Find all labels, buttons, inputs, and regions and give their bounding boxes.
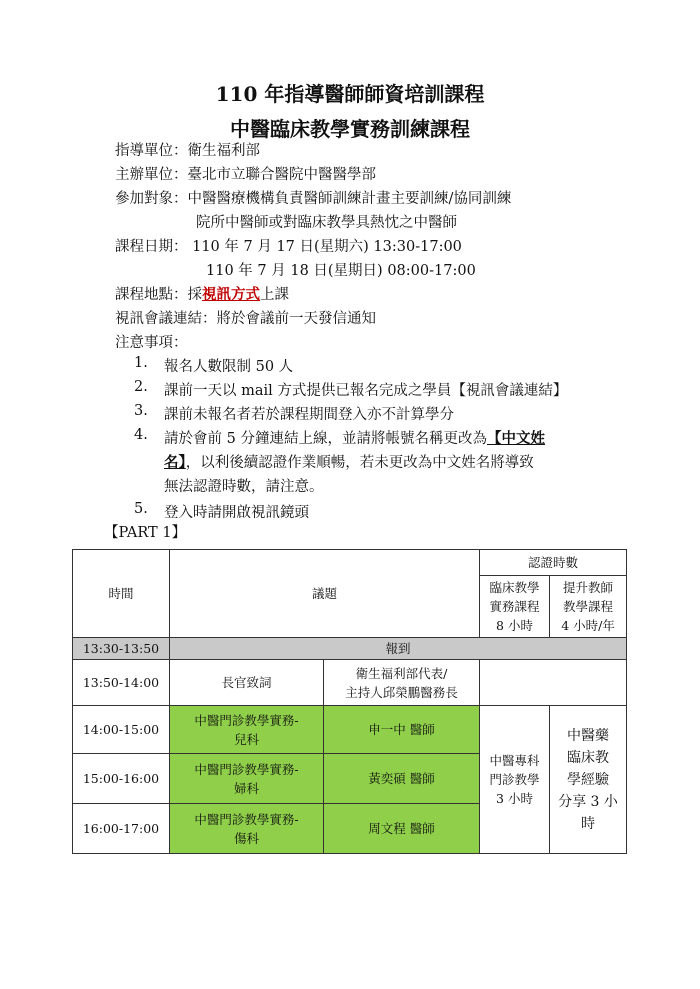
supervisor-line: 指導單位：衛生福利部 (115, 143, 260, 159)
row-speaker: 黃奕碩 醫師 (324, 754, 480, 804)
participants-line-2: 院所中醫師或對臨床教學具熱忱之中醫師 (196, 215, 457, 231)
participants-line-1: 參加對象：中醫醫療機構負責醫師訓練計畫主要訓練/協同訓練 (115, 191, 512, 207)
row-time: 13:30-13:50 (73, 638, 170, 660)
note-highlight-b: 名】 (164, 454, 186, 471)
table-row (73, 638, 627, 660)
header-clinical: 臨床教學 實務課程 8 小時 (480, 576, 550, 638)
schedule-table (72, 549, 627, 854)
row-time: 14:00-15:00 (73, 706, 170, 754)
note-text: 課前一天以 mail 方式提供已報名完成之學員【視訊會議連結】 (164, 383, 568, 399)
header-promote: 提升教師 教學課程 4 小時/年 (550, 576, 627, 638)
row-speaker: 申一中 醫師 (324, 706, 480, 754)
note-item-4-cont (164, 451, 534, 472)
location-prefix: 課程地點：採 (115, 287, 202, 303)
table-row (73, 706, 627, 754)
row-topic: 中醫門診教學實務- 傷科 (170, 804, 324, 854)
table-header-row (73, 550, 627, 576)
note-highlight-a: 【中文姓 (486, 430, 545, 447)
note-text: 報名人數限制 50 人 (164, 359, 294, 375)
note-number: 1. (134, 355, 148, 371)
note-number: 3. (134, 403, 148, 419)
header-time: 時間 (73, 550, 170, 638)
row-topic: 報到 (170, 638, 627, 660)
table-row (73, 660, 627, 706)
location-suffix: 上課 (260, 287, 289, 303)
note-text-b: ，以利後續認證作業順暢，若未更改為中文姓名將導致 (185, 455, 534, 471)
row-time: 15:00-16:00 (73, 754, 170, 804)
header-cert-hours: 認證時數 (480, 550, 627, 576)
location-mode: 視訊方式 (202, 286, 260, 303)
dates-line-2: 110 年 7 月 18 日(星期日) 08:00-17:00 (206, 263, 476, 279)
row-speaker: 周文程 醫師 (324, 804, 480, 854)
row-topic: 中醫門診教學實務- 兒科 (170, 706, 324, 754)
page-subtitle: 中醫臨床教學實務訓練課程 (230, 117, 470, 141)
row-empty-cell (480, 660, 627, 706)
notes-heading: 注意事項： (115, 335, 188, 351)
note-number: 2. (134, 379, 148, 395)
row-topic: 中醫門診教學實務- 婦科 (170, 754, 324, 804)
organizer-line: 主辦單位：臺北市立聯合醫院中醫醫學部 (115, 167, 376, 183)
note-text: 登入時請開啟視訊鏡頭 (164, 505, 309, 521)
page-title: 110 年指導醫師師資培訓課程 (215, 82, 485, 106)
note-number: 5. (134, 501, 148, 517)
row-topic: 長官致詞 (170, 660, 324, 706)
note-number: 4. (134, 427, 148, 443)
note-item-4-cont2: 無法認證時數，請注意。 (164, 479, 324, 495)
row-speaker: 衛生福利部代表/ 主持人邱榮鵬醫務長 (324, 660, 480, 706)
note-text-a: 請於會前 5 分鐘連結上線，並請將帳號名稱更改為【中文姓 (164, 430, 545, 447)
row-time: 13:50-14:00 (73, 660, 170, 706)
part-label: 【PART 1】 (104, 525, 187, 541)
merged-promote-hours: 中醫藥 臨床教 學經驗 分享 3 小 時 (550, 706, 627, 854)
merged-clinical-hours: 中醫專科 門診教學 3 小時 (480, 706, 550, 854)
header-topic: 議題 (170, 550, 480, 638)
location-line (115, 283, 289, 304)
row-time: 16:00-17:00 (73, 804, 170, 854)
video-link-line: 視訊會議連結：將於會議前一天發信通知 (115, 311, 376, 327)
note-text: 課前未報名者若於課程期間登入亦不計算學分 (164, 407, 454, 423)
dates-line-1: 課程日期： 110 年 7 月 17 日(星期六) 13:30-17:00 (115, 239, 462, 255)
